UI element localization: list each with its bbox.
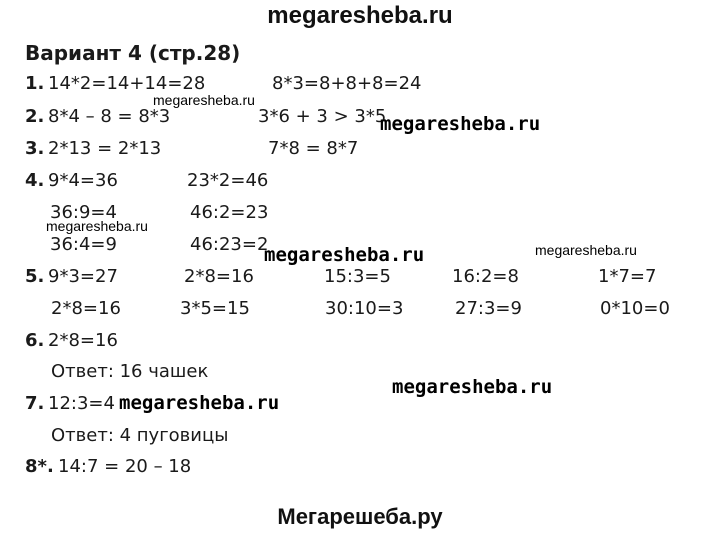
watermark-small-1: megaresheba.ru xyxy=(153,92,255,108)
page-title: Вариант 4 (стр.28) xyxy=(25,41,241,65)
task-5-r1-c5: 1*7=7 xyxy=(598,266,657,287)
task-4-expr-e: 36:4=9 xyxy=(50,234,117,255)
task-7-number: 7. xyxy=(25,393,45,414)
task-2-expr-b: 3*6 + 3 > 3*5 xyxy=(258,106,387,127)
watermark-big-3: megaresheba.ru xyxy=(392,376,553,398)
task-7-answer: Ответ: 4 пуговицы xyxy=(51,425,229,446)
task-4-expr-f: 46:23=2 xyxy=(190,234,269,255)
task-2-number: 2. xyxy=(25,106,45,127)
watermark-big-4: megaresheba.ru xyxy=(119,392,280,414)
task-5-r2-c5: 0*10=0 xyxy=(600,298,670,319)
task-5-r2-c2: 3*5=15 xyxy=(180,298,250,319)
task-5-r1-c3: 15:3=5 xyxy=(324,266,391,287)
task-1-expr-a: 14*2=14+14=28 xyxy=(48,73,206,94)
task-5-r1-c4: 16:2=8 xyxy=(452,266,519,287)
task-1-number: 1. xyxy=(25,73,45,94)
task-4-expr-d: 46:2=23 xyxy=(190,202,269,223)
watermark-big-2: megaresheba.ru xyxy=(264,244,425,266)
task-5-r1-c2: 2*8=16 xyxy=(184,266,254,287)
task-3-number: 3. xyxy=(25,138,45,159)
task-8-expr-a: 14:7 = 20 – 18 xyxy=(58,456,192,477)
task-3-expr-b: 7*8 = 8*7 xyxy=(268,138,359,159)
watermark-big-1: megaresheba.ru xyxy=(380,113,541,135)
task-4-number: 4. xyxy=(25,170,45,191)
task-8-number: 8*. xyxy=(25,456,54,477)
task-4-expr-c: 36:9=4 xyxy=(50,202,117,223)
task-5-r1-c1: 9*3=27 xyxy=(48,266,118,287)
watermark-small-3: megaresheba.ru xyxy=(535,242,637,258)
task-6-expr-a: 2*8=16 xyxy=(48,330,118,351)
site-header: megaresheba.ru xyxy=(267,2,453,29)
task-4-expr-b: 23*2=46 xyxy=(187,170,269,191)
task-5-r2-c4: 27:3=9 xyxy=(455,298,522,319)
task-5-number: 5. xyxy=(25,266,45,287)
site-footer: Мегарешеба.ру xyxy=(277,504,443,529)
task-5-r2-c1: 2*8=16 xyxy=(51,298,121,319)
task-5-r2-c3: 30:10=3 xyxy=(325,298,404,319)
watermark-small-2: megaresheba.ru xyxy=(46,218,148,234)
task-7-expr-a: 12:3=4 xyxy=(48,393,115,414)
task-4-expr-a: 9*4=36 xyxy=(48,170,118,191)
task-6-answer: Ответ: 16 чашек xyxy=(51,361,209,382)
task-3-expr-a: 2*13 = 2*13 xyxy=(48,138,162,159)
task-1-expr-b: 8*3=8+8+8=24 xyxy=(272,73,422,94)
task-2-expr-a: 8*4 – 8 = 8*3 xyxy=(48,106,171,127)
task-6-number: 6. xyxy=(25,330,45,351)
